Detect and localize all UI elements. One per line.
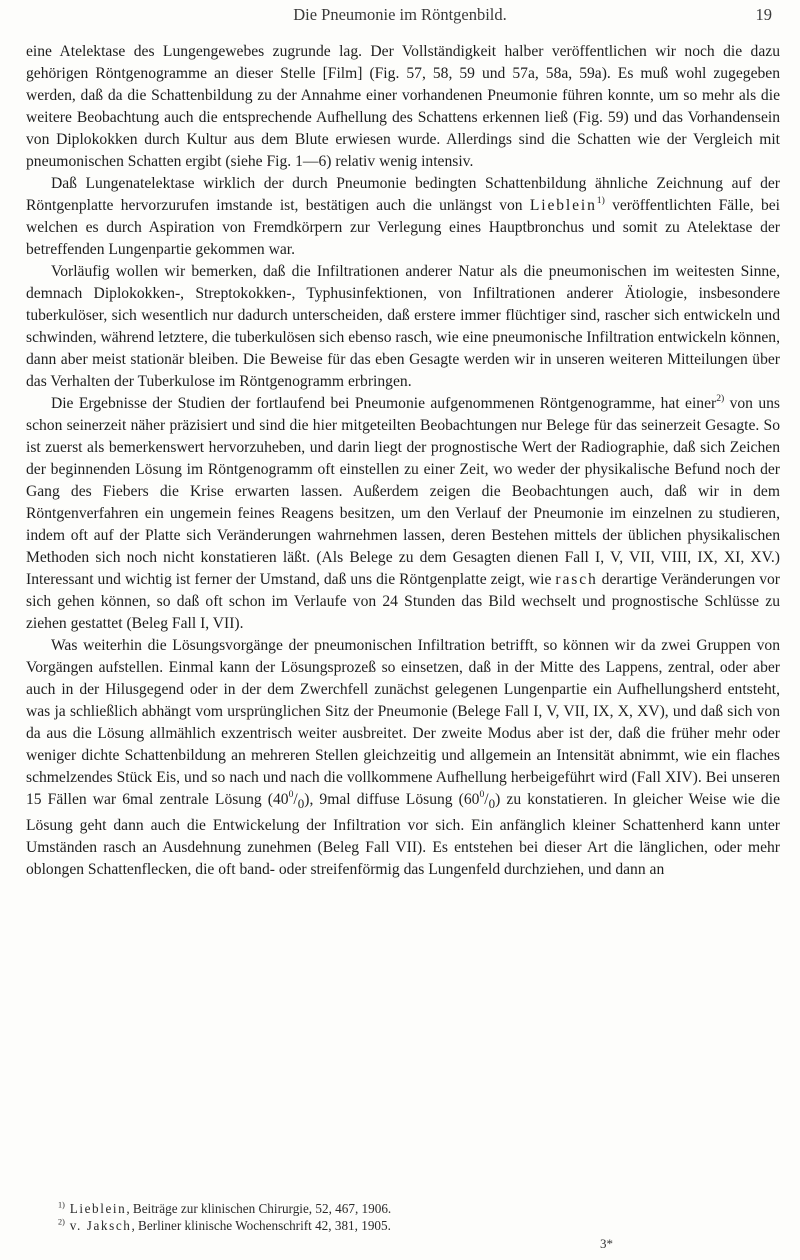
footnote-text: , Beiträge zur klinischen Chirurgie, 52, 467, 1906. xyxy=(126,1201,392,1216)
superscript: 0 xyxy=(479,789,485,801)
footnotes xyxy=(58,1200,778,1234)
text-run: ), 9mal diffuse Lösung (60 xyxy=(304,791,480,808)
paragraph xyxy=(26,635,780,881)
footnote-author: v. Jaksch xyxy=(64,1218,132,1233)
footnote-mark: 1) xyxy=(58,1200,65,1210)
text-run: Daß Lungenatelektase wirklich der durch Pneumonie bedingten Schattenbildung ähnliche Zeichnung auf der Röntgenplatte hervorzurufen imstande ist, bestätigen auch die unlängst von xyxy=(26,175,780,214)
running-title: Die Pneumonie im Röntgenbild. xyxy=(293,5,507,24)
paragraph xyxy=(26,173,780,261)
footnote-author: Lieblein xyxy=(64,1201,127,1216)
text-run: von uns schon seinerzeit näher präzisiert und sind die hier mitgeteilten Beobachtungen nur Belege für das seinerzeit Gesagte. So ist zuerst als bemerkenswert hervorzuheben, und darin liegt der prognostische Wert der Radiographie, daß sich Zeichen der beginnenden Lösung im Röntgenogramm oft einstellen zu einer Zeit, wo weder der physikalische Befund noch der Gang des Fiebers die Krise erwarten lassen. Außerdem zeigen die Beobachtungen auch, daß wir in dem Röntgenverfahren ein ungemein feines Reagens besitzen, um den Verlauf der Pneumonie im einzelnen zu studieren, indem oft auf der Platte sich Veränderungen wahrnehmen lassen, deren Bestehen mittels der üblichen physikalischen Methoden sich noch nicht konstatieren läßt. (Als Belege zu dem Gesagten dienen Fall I, V, VII, VIII, IX, XI, XV.) Interessant und wichtig ist ferner der Umstand, daß uns die Röntgenplatte zeigt, wie xyxy=(26,395,780,588)
text-run: / xyxy=(293,791,298,808)
text-run: Vorläufig wollen wir bemerken, daß die Infiltrationen anderer Natur als die pneumonischen im weitesten Sinne, demnach Diplokokken-, Streptokokken-, Typhusinfektionen, von Infiltrationen anderer Ätiologie, insbesondere tuberkulöser, sich wesentlich nur dadurch unterscheiden, daß erstere immer flüchtiger sind, rascher sich entwickeln und schwinden, während letztere, die tuberkulösen sich ebenso rasch, wie eine pneumonische Infiltration entwickeln können, dann aber meist stationär bleiben. Die Beweise für das eben Gesagte werden wir in unseren weiteren Mitteilungen über das Verhalten der Tuberkulose im Röntgenogramm erbringen. xyxy=(26,263,780,390)
footnote xyxy=(58,1217,778,1234)
running-head xyxy=(0,2,800,28)
text-run: derartige Veränderungen vor sich gehen können, so daß oft schon im Verlaufe von 24 Stunden das Bild wechselt und prognostische Schlüsse zu ziehen gestattet (Beleg Fall I, VII). xyxy=(26,571,780,632)
superscript: 2) xyxy=(716,393,725,405)
text-run: eine Atelektase des Lungengewebes zugrunde lag. Der Vollständigkeit halber veröffentlichen wir noch die dazu gehörigen Röntgenogramme an dieser Stelle [Film] (Fig. 57, 58, 59 und 57a, 58a, 59a). Es muß wohl zugegeben werden, daß da die Schattenbildung zu der Annahme einer vorhandenen Pneumonie führen konnte, um so mehr als die weitere Beobachtung auch die entsprechende Aufhellung des Schattens erkennen ließ (Fig. 59) und das Vorhandensein von Diplokokken durch Kultur aus dem Blute erwiesen wurde. Allerdings sind die Schatten wie der Vergleich mit pneumonischen Schatten ergibt (siehe Fig. 1—6) relativ wenig intensiv. xyxy=(26,43,780,170)
spaced-name: Lieblein xyxy=(529,197,597,214)
text-run: veröffentlichten Fälle, bei welchen es durch Aspiration von Fremdkörpern zur Verlegung eines Hauptbronchus und somit zu Atelektase der betreffenden Lungenpartie gekommen war. xyxy=(26,197,780,258)
footnote-text: , Berliner klinische Wochenschrift 42, 381, 1905. xyxy=(131,1218,391,1233)
text-run: / xyxy=(484,791,489,808)
paragraph xyxy=(26,41,780,173)
footnote-mark: 2) xyxy=(58,1217,65,1227)
subscript: 0 xyxy=(297,796,305,812)
superscript: 1) xyxy=(596,195,605,207)
text-run: Die Ergebnisse der Studien der fortlaufend bei Pneumonie aufgenommenen Röntgenogramme, hat einer xyxy=(50,395,717,412)
subscript: 0 xyxy=(488,796,496,812)
signature-mark: 3* xyxy=(600,1236,613,1251)
spaced-name: rasch xyxy=(555,571,598,588)
paragraph xyxy=(26,393,780,635)
paragraph xyxy=(26,261,780,393)
page-number: 19 xyxy=(755,5,772,24)
text-run: ) zu konstatieren. In gleicher Weise wie die Lösung geht dann auch die Entwickelung der Infiltration vor sich. Ein anfänglich kleiner Schattenherd kann unter Umständen rasch an Ausdehnung zunehmen (Beleg Fall VII). Es entstehen bei dieser Art die länglichen, oder mehr oblongen Schattenflecken, die oft band- oder streifenförmig das Lungenfeld durchziehen, und dann an xyxy=(26,791,780,879)
body-text xyxy=(26,41,780,881)
text-run: Was weiterhin die Lösungsvorgänge der pneumonischen Infiltration betrifft, so können wir da zwei Gruppen von Vorgängen aufstellen. Einmal kann der Lösungsprozeß so einsetzen, daß in der Mitte des Lappens, zentral, oder aber auch in der Hilusgegend oder in der dem Zwerchfell zunächst gelegenen Lungenpartie ein Aufhellungsherd entsteht, was ja schließlich abhängt vom ursprünglichen Sitz der Pneumonie (Belege Fall I, V, VII, IX, X, XV), und daß sich von da aus die Lösung allmählich exzentrisch weiter ausbreitet. Der zweite Modus aber ist der, daß die früher mehr oder weniger dichte Schattenbildung an mehreren Stellen gleichzeitig und allgemein an Intensität abnimmt, wie ein flaches schmelzendes Stück Eis, und so nach und nach die vollkommene Aufhellung herbeigeführt wird (Fall XIV). Bei unseren 15 Fällen war 6mal zentrale Lösung (40 xyxy=(26,637,780,808)
superscript: 0 xyxy=(288,789,294,801)
footnote xyxy=(58,1200,778,1217)
